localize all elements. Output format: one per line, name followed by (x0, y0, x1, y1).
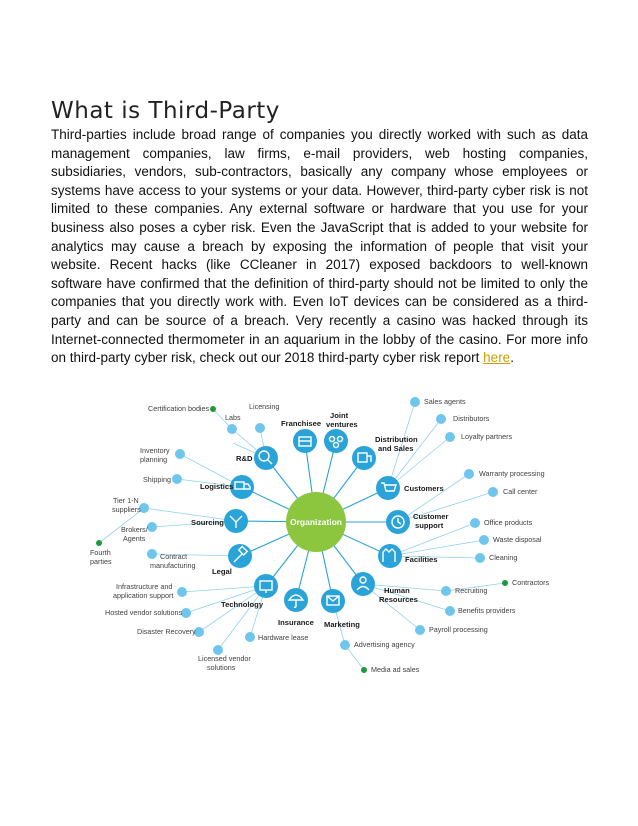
leaf-label-contract-1: Contract (160, 552, 188, 561)
marketing-node (321, 589, 345, 613)
leaf-label-office: Office products (484, 518, 533, 527)
customers-node (376, 476, 400, 500)
leaf-label-hosted: Hosted vendor solutions (105, 608, 183, 617)
leaf-label-hardware: Hardware lease (258, 633, 309, 642)
leaf-label-brokers-1: Brokers/ (121, 525, 148, 534)
leaf-label-loyalty: Loyalty partners (461, 432, 513, 441)
rnd-node (254, 446, 278, 470)
insurance-node (284, 588, 308, 612)
leaf-label-distributors: Distributors (453, 414, 490, 423)
hub-label-marketing: Marketing (324, 620, 360, 629)
leaf-label-licensed-2: solutions (207, 663, 236, 672)
sourcing-node (224, 509, 248, 533)
organization-label: Organization (290, 517, 342, 527)
leaf-label-shipping: Shipping (143, 475, 171, 484)
hub-label-joint-2: ventures (326, 420, 358, 429)
logistics-node (230, 475, 254, 499)
leaf-label-inventory-2: planning (140, 455, 168, 464)
leaf-label-infra-1: Infrastructure and (116, 582, 173, 591)
leaf-label-advertising: Advertising agency (354, 640, 415, 649)
body-text: Third-parties include broad range of companies you directly worked with such as data management companies, law firms, e-mail providers, web hosting companies, subsidiaries, vendors, sub-contractors, basically any company whose employees or systems have access to your systems or your data. However, third-party cyber risk is not limited to these companies. Any external software or hardware that you use for your business also poses a cyber risk. Even the JavaScript that is added to your website for analytics may cause a breach by exposing the information of people that visit your website. Recent hacks (like CCleaner in 2017) exposed backdoors to well-known software have confirmed that the definition of third-party should not be limited to only the companies that you directly work with. Even IoT devices can be considered as a third-party and can be source of a breach. Very recently a casino was hacked through its Internet-connected thermometer in an aquarium in the lobby of the casino. For more info on third-party cyber risk, check out our 2018 third-party cyber risk report (51, 127, 588, 366)
distribution-node (352, 446, 376, 470)
hub-label-support-1: Customer (413, 512, 449, 521)
leaf-label-call-center: Call center (503, 487, 538, 496)
leaf-label-certification: Certification bodies (148, 404, 210, 413)
hub-label-distribution-2: and Sales (378, 444, 414, 453)
leaf-label-media: Media ad sales (371, 665, 420, 674)
technology-node (254, 574, 278, 598)
hub-label-distribution-1: Distribution (375, 435, 418, 444)
leaf-label-licensed-1: Licensed vendor (198, 654, 251, 663)
leaf-label-cleaning: Cleaning (489, 553, 518, 562)
hub-label-legal: Legal (212, 567, 232, 576)
leaf-label-inventory-1: Inventory (140, 446, 170, 455)
legal-node (228, 544, 252, 568)
hub-label-sourcing: Sourcing (191, 518, 224, 527)
leaf-label-payroll: Payroll processing (429, 625, 488, 634)
hub-label-insurance: Insurance (278, 618, 314, 627)
hub-label-hr-1: Human (384, 586, 410, 595)
hub-label-franchisee: Franchisee (281, 419, 322, 428)
leaf-label-sales-agents: Sales agents (424, 397, 466, 406)
hub-label-hr-2: Resources (379, 595, 418, 604)
leaf-label-labs: Labs (225, 413, 241, 422)
leaf-label-fourth-2: parties (90, 557, 112, 566)
leaf-label-tier-1: Tier 1-N (113, 496, 139, 505)
leaf-label-contractors: Contractors (512, 578, 550, 587)
hub-label-rnd: R&D (236, 454, 253, 463)
report-link[interactable]: here (483, 350, 511, 366)
facilities-node (378, 544, 402, 568)
hub-label-technology: Technology (221, 600, 264, 609)
hub-label-support-2: support (415, 521, 444, 530)
joint-ventures-node (324, 429, 348, 453)
hub-label-logistics: Logistics (200, 482, 234, 491)
leaf-label-contract-2: manufacturing (150, 561, 196, 570)
leaf-label-brokers-2: Agents (123, 534, 146, 543)
franchisee-node (293, 429, 317, 453)
body-text-end: . (510, 350, 514, 366)
leaf-label-waste: Waste disposal (493, 535, 542, 544)
hr-node (351, 572, 375, 596)
hub-label-customers: Customers (404, 484, 444, 493)
customer-support-node (386, 510, 410, 534)
leaf-label-tier-2: suppliers (112, 505, 141, 514)
hub-label-facilities: Facilities (405, 555, 438, 564)
leaf-label-benefits: Benefits providers (458, 606, 516, 615)
leaf-label-fourth-1: Fourth (90, 548, 111, 557)
page-title: What is Third-Party (51, 98, 280, 124)
leaf-label-recruiting: Recruiting (455, 586, 488, 595)
leaf-label-licensing: Licensing (249, 402, 280, 411)
leaf-label-disaster: Disaster Recovery (137, 627, 196, 636)
hub-label-joint-1: Joint (330, 411, 349, 420)
leaf-label-infra-2: application support (113, 591, 174, 600)
leaf-label-warranty: Warranty processing (479, 469, 545, 478)
